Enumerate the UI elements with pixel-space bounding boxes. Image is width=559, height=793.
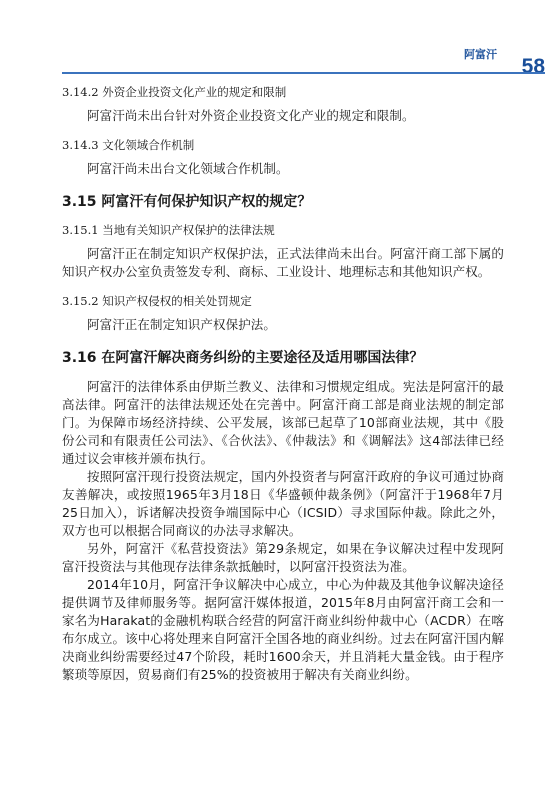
paragraph-3-16-investment-disputes: 按照阿富汗现行投资法规定，国内外投资者与阿富汗政府的争议可通过协商友善解决，或按照1965年3月18日《华盛顿仲裁条例》（阿富汗于1968年7月25日加入），诉诸解决投资争端国际中心（ICSID）寻求国际仲裁。除此之外，双方也可以根据合同商议的办法寻求解决。 <box>62 469 504 538</box>
paragraph-3-16-legal-system: 阿富汗的法律体系由伊斯兰教义、法律和习惯规定组成。宪法是阿富汗的最高法律。阿富汗的法律法规还处在完善中。阿富汗商工部是商业法规的制定部门。为保障市场经济持续、公平发展，该部已起草了10部商业法规，其中《股份公司和有限责任公司法》、《合伙法》、《仲裁法》和《调解法》这4部法律已经通过议会审核并颁布执行。 <box>62 379 504 466</box>
paragraph-3-14-3: 阿富汗尚未出台文化领域合作机制。 <box>87 161 289 176</box>
subsection-heading-3-15-1: 3.15.1 当地有关知识产权保护的法律法规 <box>62 223 275 237</box>
running-header-country: 阿富汗 <box>464 48 497 61</box>
page-body <box>62 84 504 684</box>
subsection-heading-3-14-2: 3.14.2 外资企业投资文化产业的规定和限制 <box>62 85 287 99</box>
paragraph-3-15-1: 阿富汗正在制定知识产权保护法，正式法律尚未出台。阿富汗商工部下属的知识产权办公室负责签发专利、商标、工业设计、地理标志和其他知识产权。 <box>62 246 504 279</box>
subsection-heading-3-15-2: 3.15.2 知识产权侵权的相关处罚规定 <box>62 294 252 308</box>
section-heading-3-16: 3.16 在阿富汗解决商务纠纷的主要途径及适用哪国法律？ <box>62 350 424 366</box>
paragraph-3-15-2: 阿富汗正在制定知识产权保护法。 <box>87 317 277 332</box>
paragraph-3-16-dispute-center: 2014年10月，阿富汗争议解决中心成立，中心为仲裁及其他争议解决途径提供调节及律师服务等。据阿富汗媒体报道，2015年8月由阿富汗商工会和一家名为Harakat的金融机构联合经营的阿富汗商业纠纷仲裁中心（ACDR）在喀布尔成立。该中心将处理来自阿富汗全国各地的商业纠纷。过去在阿富汗国内解决商业纠纷需要经过47个阶段，耗时1600余天，并且消耗大量金钱。由于程序繁琐等原因，贸易商们有25%的投资被用于解决有关商业纠纷。 <box>62 577 504 682</box>
page-number: 58 <box>521 55 545 78</box>
section-heading-3-15: 3.15 阿富汗有何保护知识产权的规定？ <box>62 194 312 210</box>
subsection-heading-3-14-3: 3.14.3 文化领域合作机制 <box>62 138 195 152</box>
paragraph-3-14-2: 阿富汗尚未出台针对外资企业投资文化产业的规定和限制。 <box>87 108 415 123</box>
header-rule <box>62 72 545 74</box>
paragraph-3-16-private-investment-law: 另外，阿富汗《私营投资法》第29条规定，如果在争议解决过程中发现阿富汗投资法与其他现存法律条款抵触时，以阿富汗投资法为准。 <box>62 541 504 574</box>
